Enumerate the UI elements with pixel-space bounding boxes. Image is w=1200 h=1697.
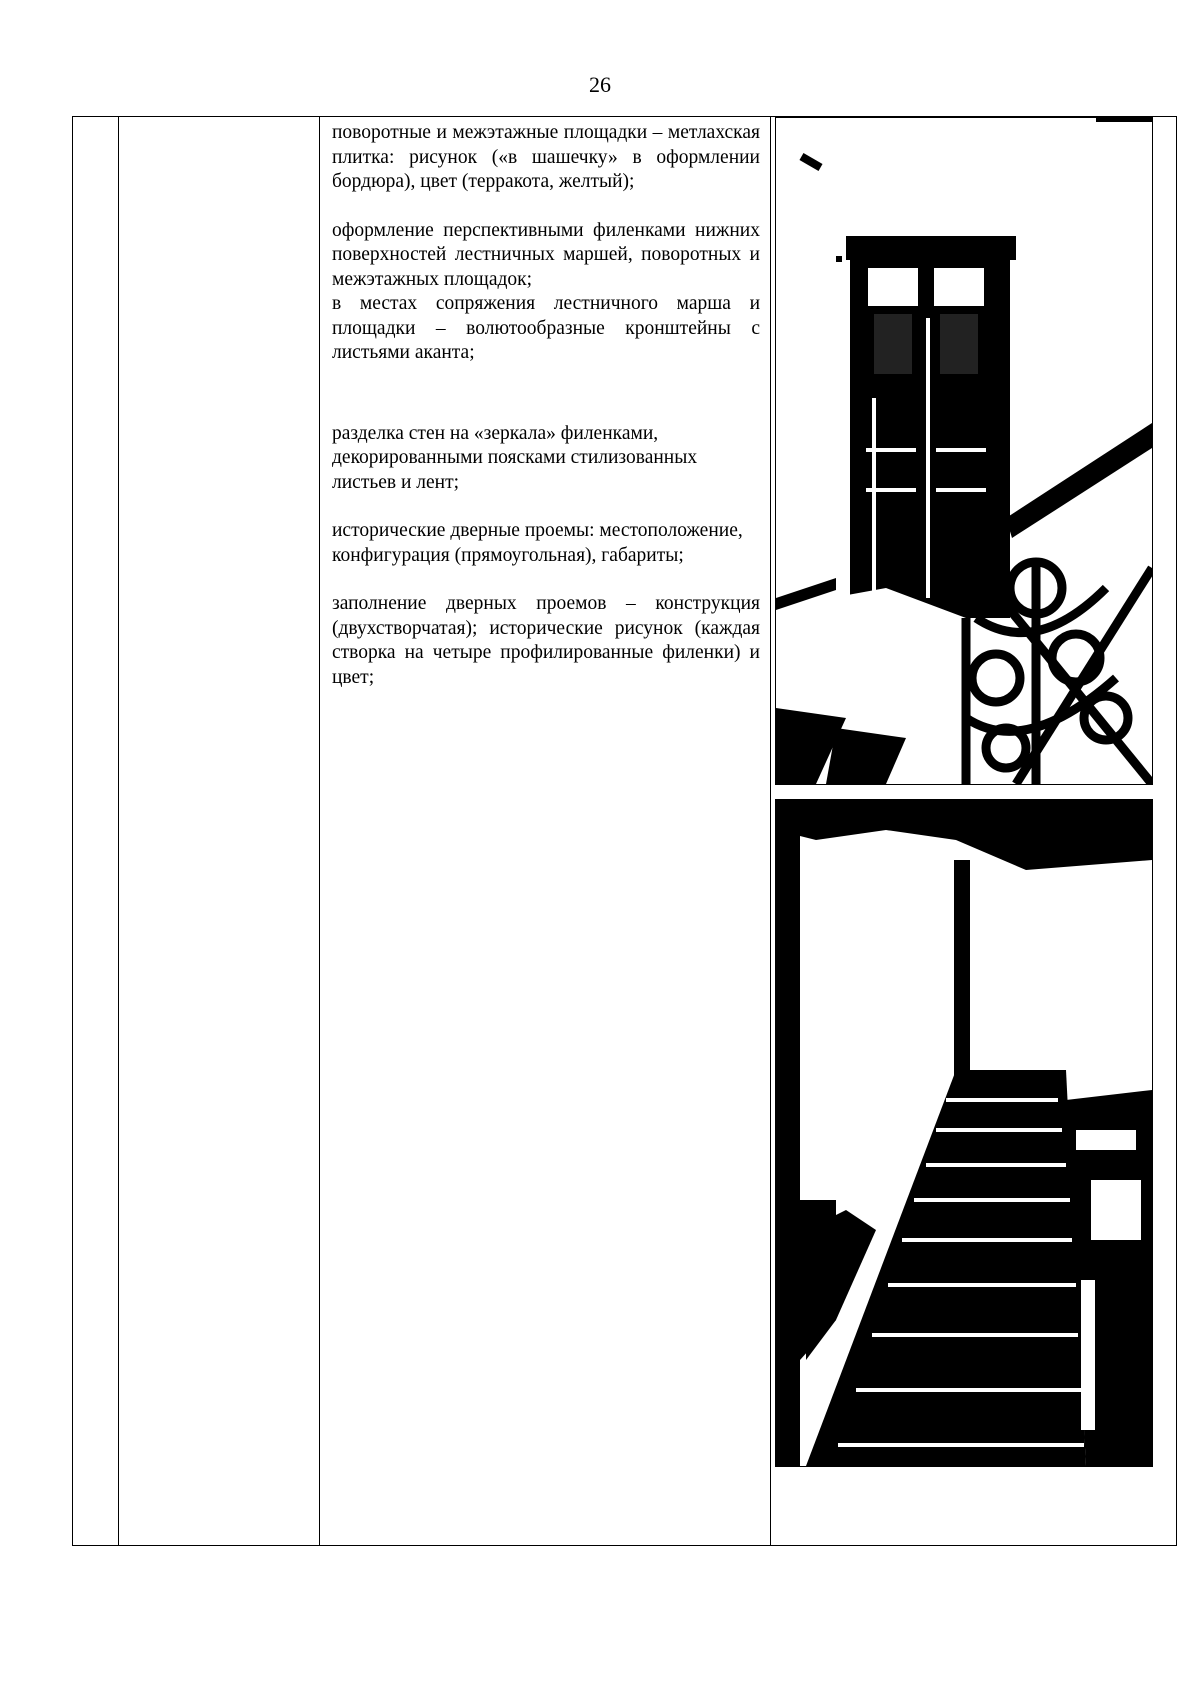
description-paragraph: поворотные и межэтажные площадки – метлахская плитка: рисунок («в шашечку» в оформлении бордюра), цвет (терракота, желтый); — [332, 122, 760, 192]
table-row — [73, 117, 1177, 1546]
door-and-railing-image — [776, 118, 1152, 784]
document-table — [72, 116, 1177, 1546]
photos-cell — [771, 117, 1177, 1546]
description-paragraph: оформление перспективными филенками нижних поверхностей лестничных маршей, поворотных и межэтажных площадок; — [332, 219, 760, 290]
object-cell — [119, 117, 320, 1546]
description-paragraph: заполнение дверных проемов – конструкция (двухстворчатая); исторические рисунок (каждая створка на четыре профилированные филенки) и цвет; — [332, 593, 760, 688]
staircase-photo — [775, 799, 1153, 1467]
description-paragraph: разделка стен на «зеркала» филенками, декорированными поясками стилизованных листьев и лент; — [332, 422, 698, 493]
page-number: 26 — [589, 72, 611, 97]
description-cell — [320, 117, 771, 1546]
description-paragraph: в местах сопряжения лестничного марша и площадки – волютообразные кронштейны с листьями аканта; — [332, 293, 760, 363]
description-paragraph: исторические дверные проемы: местоположение, конфигурация (прямоугольная), габариты; — [332, 520, 743, 566]
staircase-image — [776, 800, 1152, 1466]
door-and-railing-photo — [775, 117, 1153, 785]
number-cell — [73, 117, 119, 1546]
